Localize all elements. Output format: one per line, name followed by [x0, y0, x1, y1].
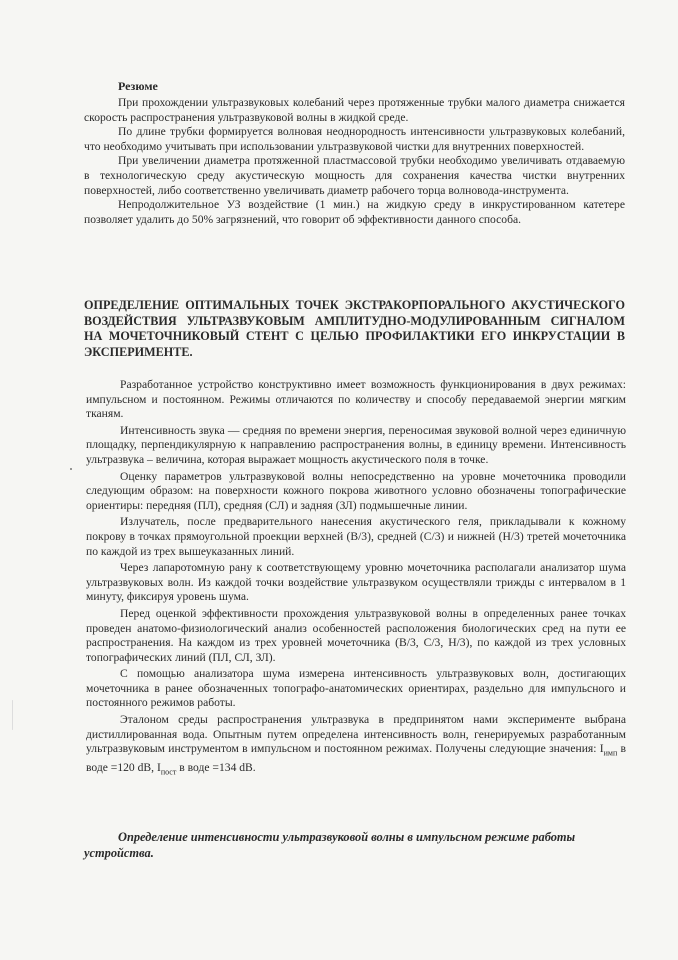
body-paragraph-8: [86, 713, 626, 780]
body-paragraph-5: Через лапаротомную рану к соответствующему уровню мочеточника располагали анализатор шума ультразвуковых волн. Из каждой точки воздействие ультразвуком осуществляли трижды с интервалом в 1 минуту, фиксируя уровень шума.: [86, 561, 626, 604]
body-paragraph-7: С помощью анализатора шума измерена интенсивность ультразвуковых волн, достигающих мочеточника в ранее обозначенных топографо-анатомических ориентирах, раздельно для импульсного и постоянного режимов работы.: [86, 667, 626, 710]
summary-paragraph-2: По длине трубки формируется волновая неоднородность интенсивности ультразвуковых колебаний, что необходимо учитывать при использовании ультразвуковой чистки для внутренних поверхностей.: [84, 125, 625, 153]
post-value: в воде =134 dB.: [176, 761, 256, 775]
subheading-block: [84, 829, 625, 861]
section-title: ОПРЕДЕЛЕНИЕ ОПТИМАЛЬНЫХ ТОЧЕК ЭКСТРАКОРПОРАЛЬНОГО АКУСТИЧЕСКОГО ВОЗДЕЙСТВИЯ УЛЬТРАЗВУКОВЫМ АМПЛИТУДНО-МОДУЛИРОВАННЫМ СИГНАЛОМ НА МОЧЕТОЧНИКОВЫЙ СТЕНТ С ЦЕЛЬЮ ПРОФИЛАКТИКИ ЕГО ИНКРУСТАЦИИ В ЭКСПЕРИМЕНТЕ.: [84, 298, 625, 359]
body-paragraph-1: Разработанное устройство конструктивно имеет возможность функционирования в двух режимах: импульсном и постоянном. Режимы отличаются по количеству и способу передаваемой энергии мягким тканям.: [86, 378, 626, 421]
summary-paragraph-1: При прохождении ультразвуковых колебаний через протяженные трубки малого диаметра снижается скорость распространения ультразвуковой волны в жидкой среде.: [84, 96, 625, 124]
body-paragraph-3: Оценку параметров ультразвуковой волны непосредственно на уровне мочеточника проводили следующим образом: на поверхности кожного покрова животного условно обозначены топографические ориентиры: передняя (ПЛ), средняя (СЛ) и задняя (ЗЛ) подмышечные линии.: [86, 469, 626, 512]
body-paragraph-8-text: Эталоном среды распространения ультразвука в предпринятом нами эксперименте выбрана дистиллированная вода. Опытным путем определена интенсивность волн, генерируемых разработанным ультразвуковым инструментом в импульсном и постоянном режимах. Получены следующие значения: I: [86, 713, 626, 756]
body-paragraph-4: Излучатель, после предварительного нанесения акустического геля, прикладывали к кожному покрову в точках прямоугольной проекции верхней (В/3), средней (С/3) и нижней (Н/3) третей мочеточника по каждой из трех вышеуказанных линий.: [86, 515, 626, 558]
summary-paragraph-3: При увеличении диаметра протяженной пластмассовой трубки необходимо увеличивать отдаваемую в технологическую среду акустическую мощность для сохранения качества чистки внутренних поверхностей, либо соответственно увеличивать диаметр рабочего торца волновода-инструмента.: [84, 154, 625, 197]
subheading: Определение интенсивности ультразвуковой волны в импульсном режиме работы устройства.: [84, 830, 576, 860]
imp-value: в воде =120 dB, I: [86, 742, 627, 775]
summary-paragraph-4: Непродолжительное УЗ воздействие (1 мин.) на жидкую среду в инкрустированном катетере позволяет удалить до 50% загрязнений, что говорит об эффективности данного способа.: [84, 198, 625, 226]
imp-subscript: имп: [603, 748, 618, 758]
summary-block: [84, 79, 625, 227]
scan-speck: [70, 468, 72, 470]
section-body: [86, 378, 626, 782]
post-subscript: пост: [160, 767, 177, 777]
scan-edge-mark: [12, 700, 13, 730]
body-paragraph-2: Интенсивность звука — средняя по времени энергия, переносимая звуковой волной через единичную площадку, перпендикулярную к направлению распространения волны, в единицу времени. Интенсивность ультразвука – величина, которая выражает мощность акустического поля в точке.: [86, 423, 626, 466]
summary-heading: Резюме: [118, 79, 158, 93]
section-title-block: [84, 298, 625, 360]
body-paragraph-6: Перед оценкой эффективности прохождения ультразвуковой волны в определенных ранее точках проведен анатомо-физиологический анализ особенностей расположения биологических сред на пути ее распространения. На каждом из трех уровней мочеточника (В/3, С/3, Н/3), по каждой из трех условных топографических линий (ПЛ, СЛ, ЗЛ).: [86, 606, 626, 664]
